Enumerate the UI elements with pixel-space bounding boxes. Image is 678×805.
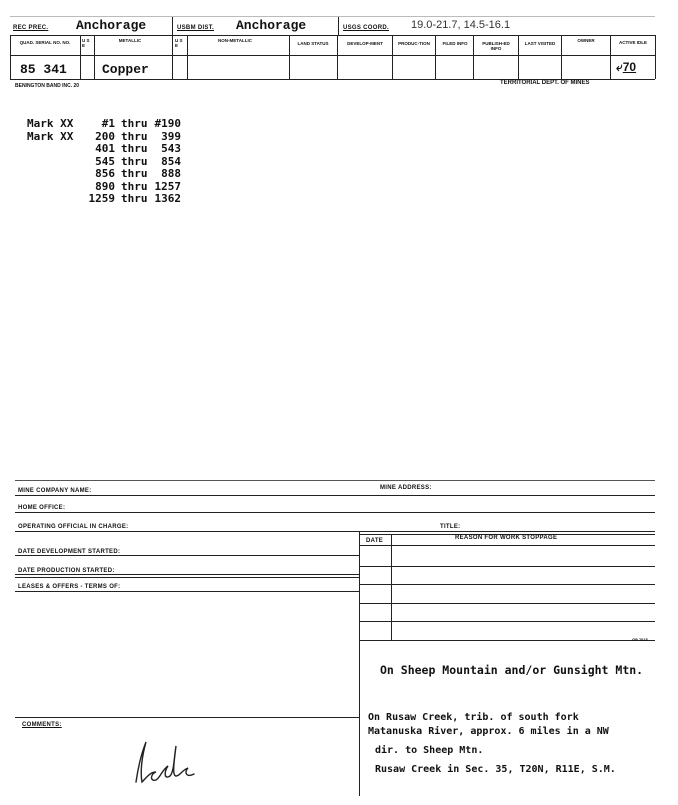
- col-nonmetallic: NON-METALLIC: [218, 38, 252, 43]
- claim-sep: thru: [121, 179, 148, 193]
- col-filed-info: FILED INFO: [442, 41, 468, 46]
- claim-name: Mark XX: [27, 117, 74, 130]
- col-production: PRODUC-TION: [398, 41, 430, 46]
- col-quad-serial: QUAD. SERIAL NO. NO.: [19, 40, 71, 45]
- mine-company-name-label: MINE COMPANY NAME:: [18, 488, 92, 494]
- claim-name: [27, 181, 85, 194]
- col-active-idle: ACTIVE IDLE: [618, 40, 647, 45]
- claim-from: 200: [95, 129, 115, 143]
- claim-to: #190: [154, 117, 181, 130]
- claim-sep: thru: [121, 117, 148, 130]
- claim-to: 854: [161, 154, 181, 168]
- title-label: TITLE:: [440, 524, 461, 530]
- claim-sep: thru: [121, 129, 148, 143]
- col-last-visited: LAST VISITED: [524, 41, 556, 46]
- claim-sep: thru: [121, 192, 148, 205]
- claims-list: [27, 118, 181, 206]
- claim-sep: thru: [121, 167, 148, 180]
- notes-line-3: Matanuska River, approx. 6 miles in a NW: [368, 726, 609, 737]
- notes-line-2: On Rusaw Creek, trib. of south fork: [368, 712, 579, 723]
- check-icon: ⤶: [616, 60, 623, 74]
- claim-from: 401: [95, 142, 115, 155]
- claim-sep: thru: [121, 154, 148, 168]
- claim-row: [27, 118, 181, 131]
- comments-label: COMMENTS:: [22, 722, 62, 728]
- mine-address-label: MINE ADDRESS:: [380, 485, 432, 491]
- col-use-1: U S E: [82, 38, 90, 48]
- claim-to: 1257: [154, 179, 181, 193]
- col-development: DEVELOP-MENT: [347, 41, 383, 46]
- claim-name: [27, 143, 85, 156]
- notes-line-1: On Sheep Mountain and/or Gunsight Mtn.: [380, 663, 644, 677]
- notes-line-5: Rusaw Creek in Sec. 35, T20N, R11E, S.M.: [375, 764, 616, 775]
- col-owner: OWNER: [577, 38, 595, 43]
- home-office-label: HOME OFFICE:: [18, 505, 66, 511]
- rec-prec-label: REC PREC.: [13, 25, 49, 31]
- signature: [128, 738, 198, 788]
- record-quad-serial: 85 341: [20, 62, 67, 77]
- record-active-idle: [616, 60, 636, 75]
- claim-to: 399: [161, 129, 181, 143]
- claim-name: Mark XX: [27, 129, 74, 143]
- record-metallic: Copper: [102, 62, 149, 77]
- claim-to: 543: [161, 142, 181, 155]
- col-metallic: METALLIC: [118, 38, 142, 43]
- usbm-dist-label: USBM DIST.: [177, 25, 215, 31]
- operating-official-label: OPERATING OFFICIAL IN CHARGE:: [18, 524, 129, 530]
- claim-from: 1259: [88, 192, 115, 205]
- date-column-label: DATE: [366, 538, 384, 544]
- claim-row: [27, 143, 181, 156]
- active-idle-value: 70: [622, 60, 637, 74]
- claim-row: [27, 193, 181, 206]
- claim-name: [27, 156, 85, 169]
- rec-prec-value: Anchorage: [76, 18, 147, 33]
- claim-name: [27, 168, 85, 181]
- claim-name: [27, 193, 85, 206]
- claim-from: 890: [95, 179, 115, 193]
- claim-from: 856: [95, 167, 115, 180]
- notes-line-4: dir. to Sheep Mtn.: [375, 745, 484, 756]
- dept-line: TERRITORIAL DEPT. OF MINES: [500, 80, 590, 86]
- usbm-dist-value: Anchorage: [236, 18, 307, 33]
- date-dev-started-label: DATE DEVELOPMENT STARTED:: [18, 549, 121, 555]
- claim-from: 545: [95, 154, 115, 168]
- col-land-status: LAND STATUS: [297, 41, 329, 46]
- col-published-info: PUBLISH-ED INFO: [482, 41, 510, 51]
- claim-to: 1362: [154, 192, 181, 205]
- reason-column-label: REASON FOR WORK STOPPAGE: [455, 535, 558, 541]
- printer-line: BENINGTON BAND INC. 20: [15, 83, 80, 89]
- col-use-2: U S E: [175, 38, 183, 48]
- claim-to: 888: [161, 167, 181, 180]
- usgs-coord-label: USGS COORD.: [343, 25, 389, 31]
- date-prod-started-label: DATE PRODUCTION STARTED:: [18, 568, 115, 574]
- claim-row: [27, 168, 181, 181]
- leases-label: LEASES & OFFERS - TERMS OF:: [18, 584, 121, 590]
- claim-from: #1: [101, 117, 115, 130]
- usgs-coord-value: 19.0-21.7, 14.5-16.1: [411, 19, 511, 31]
- form-number: GP 7015: [632, 637, 648, 642]
- claim-sep: thru: [121, 142, 148, 155]
